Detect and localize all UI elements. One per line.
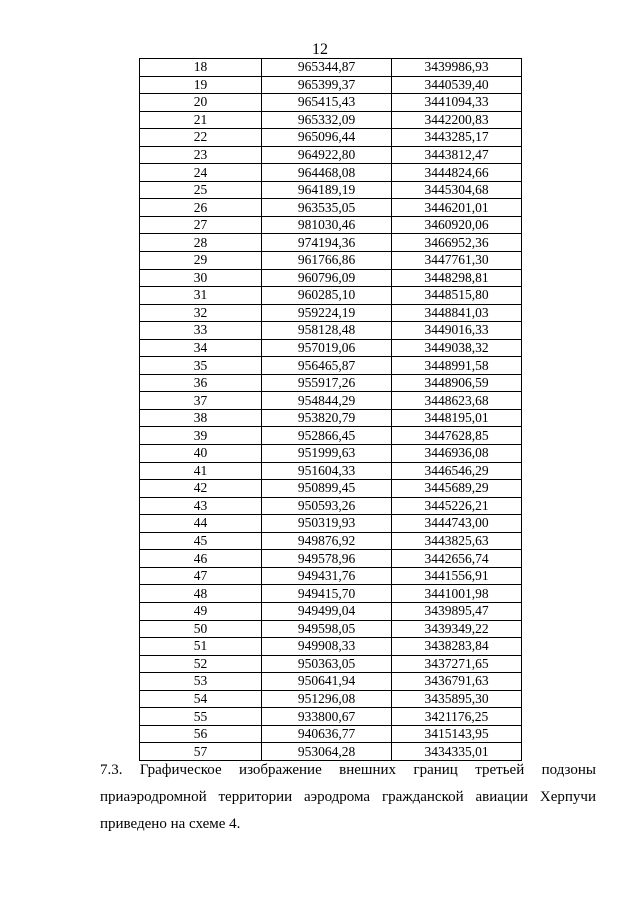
point-number-cell: 28 — [140, 234, 262, 252]
y-coordinate-cell: 3436791,63 — [392, 673, 522, 691]
x-coordinate-cell: 950899,45 — [262, 480, 392, 498]
point-number-cell: 18 — [140, 59, 262, 77]
y-coordinate-cell: 3438283,84 — [392, 638, 522, 656]
x-coordinate-cell: 952866,45 — [262, 427, 392, 445]
table-row — [140, 374, 522, 392]
x-coordinate-cell: 965344,87 — [262, 59, 392, 77]
y-coordinate-cell: 3445226,21 — [392, 497, 522, 515]
y-coordinate-cell: 3446546,29 — [392, 462, 522, 480]
coordinates-table — [139, 58, 522, 761]
x-coordinate-cell: 950363,05 — [262, 655, 392, 673]
point-number-cell: 39 — [140, 427, 262, 445]
table-row — [140, 532, 522, 550]
x-coordinate-cell: 965096,44 — [262, 129, 392, 147]
point-number-cell: 33 — [140, 322, 262, 340]
x-coordinate-cell: 964468,08 — [262, 164, 392, 182]
table-row — [140, 234, 522, 252]
point-number-cell: 27 — [140, 216, 262, 234]
table-row — [140, 462, 522, 480]
x-coordinate-cell: 956465,87 — [262, 357, 392, 375]
x-coordinate-cell: 963535,05 — [262, 199, 392, 217]
y-coordinate-cell: 3435895,30 — [392, 690, 522, 708]
point-number-cell: 53 — [140, 673, 262, 691]
point-number-cell: 49 — [140, 602, 262, 620]
y-coordinate-cell: 3448515,80 — [392, 287, 522, 305]
y-coordinate-cell: 3466952,36 — [392, 234, 522, 252]
x-coordinate-cell: 965332,09 — [262, 111, 392, 129]
page-number: 12 — [312, 41, 328, 58]
table-row — [140, 216, 522, 234]
y-coordinate-cell: 3447628,85 — [392, 427, 522, 445]
x-coordinate-cell: 951999,63 — [262, 445, 392, 463]
section-paragraph — [74, 757, 596, 838]
point-number-cell: 38 — [140, 409, 262, 427]
table-row — [140, 199, 522, 217]
y-coordinate-cell: 3434335,01 — [392, 743, 522, 761]
table-row — [140, 164, 522, 182]
point-number-cell: 25 — [140, 181, 262, 199]
table-row — [140, 76, 522, 94]
table-row — [140, 129, 522, 147]
x-coordinate-cell: 964922,80 — [262, 146, 392, 164]
y-coordinate-cell: 3447761,30 — [392, 252, 522, 270]
x-coordinate-cell: 940636,77 — [262, 725, 392, 743]
table-row — [140, 445, 522, 463]
x-coordinate-cell: 961766,86 — [262, 252, 392, 270]
y-coordinate-cell: 3421176,25 — [392, 708, 522, 726]
point-number-cell: 46 — [140, 550, 262, 568]
y-coordinate-cell: 3446201,01 — [392, 199, 522, 217]
y-coordinate-cell: 3440539,40 — [392, 76, 522, 94]
point-number-cell: 41 — [140, 462, 262, 480]
table-row — [140, 111, 522, 129]
point-number-cell: 50 — [140, 620, 262, 638]
x-coordinate-cell: 958128,48 — [262, 322, 392, 340]
table-row — [140, 357, 522, 375]
point-number-cell: 19 — [140, 76, 262, 94]
point-number-cell: 52 — [140, 655, 262, 673]
x-coordinate-cell: 959224,19 — [262, 304, 392, 322]
y-coordinate-cell: 3444824,66 — [392, 164, 522, 182]
table-row — [140, 181, 522, 199]
y-coordinate-cell: 3443812,47 — [392, 146, 522, 164]
table-row — [140, 339, 522, 357]
x-coordinate-cell: 954844,29 — [262, 392, 392, 410]
table-row — [140, 497, 522, 515]
x-coordinate-cell: 960796,09 — [262, 269, 392, 287]
point-number-cell: 22 — [140, 129, 262, 147]
y-coordinate-cell: 3441094,33 — [392, 94, 522, 112]
table-row — [140, 480, 522, 498]
table-row — [140, 567, 522, 585]
table-row — [140, 690, 522, 708]
point-number-cell: 37 — [140, 392, 262, 410]
x-coordinate-cell: 949499,04 — [262, 602, 392, 620]
x-coordinate-cell: 960285,10 — [262, 287, 392, 305]
table-row — [140, 550, 522, 568]
x-coordinate-cell: 965399,37 — [262, 76, 392, 94]
table-row — [140, 673, 522, 691]
table-row — [140, 515, 522, 533]
x-coordinate-cell: 949415,70 — [262, 585, 392, 603]
y-coordinate-cell: 3448195,01 — [392, 409, 522, 427]
point-number-cell: 47 — [140, 567, 262, 585]
x-coordinate-cell: 950319,93 — [262, 515, 392, 533]
table-row — [140, 269, 522, 287]
y-coordinate-cell: 3445689,29 — [392, 480, 522, 498]
y-coordinate-cell: 3448298,81 — [392, 269, 522, 287]
x-coordinate-cell: 953820,79 — [262, 409, 392, 427]
point-number-cell: 35 — [140, 357, 262, 375]
table-row — [140, 602, 522, 620]
table-row — [140, 287, 522, 305]
point-number-cell: 51 — [140, 638, 262, 656]
x-coordinate-cell: 949598,05 — [262, 620, 392, 638]
table-row — [140, 94, 522, 112]
point-number-cell: 55 — [140, 708, 262, 726]
y-coordinate-cell: 3442656,74 — [392, 550, 522, 568]
y-coordinate-cell: 3448991,58 — [392, 357, 522, 375]
point-number-cell: 40 — [140, 445, 262, 463]
x-coordinate-cell: 949431,76 — [262, 567, 392, 585]
x-coordinate-cell: 965415,43 — [262, 94, 392, 112]
point-number-cell: 26 — [140, 199, 262, 217]
y-coordinate-cell: 3448906,59 — [392, 374, 522, 392]
table-row — [140, 725, 522, 743]
y-coordinate-cell: 3442200,83 — [392, 111, 522, 129]
point-number-cell: 43 — [140, 497, 262, 515]
y-coordinate-cell: 3443285,17 — [392, 129, 522, 147]
y-coordinate-cell: 3446936,08 — [392, 445, 522, 463]
table-row — [140, 638, 522, 656]
x-coordinate-cell: 949908,33 — [262, 638, 392, 656]
x-coordinate-cell: 949876,92 — [262, 532, 392, 550]
y-coordinate-cell: 3437271,65 — [392, 655, 522, 673]
table-row — [140, 392, 522, 410]
x-coordinate-cell: 951296,08 — [262, 690, 392, 708]
table-row — [140, 427, 522, 445]
table-row — [140, 585, 522, 603]
table-row — [140, 304, 522, 322]
x-coordinate-cell: 950593,26 — [262, 497, 392, 515]
y-coordinate-cell: 3441556,91 — [392, 567, 522, 585]
table-row — [140, 655, 522, 673]
y-coordinate-cell: 3449016,33 — [392, 322, 522, 340]
y-coordinate-cell: 3439895,47 — [392, 602, 522, 620]
point-number-cell: 45 — [140, 532, 262, 550]
table-row — [140, 59, 522, 77]
point-number-cell: 29 — [140, 252, 262, 270]
x-coordinate-cell: 981030,46 — [262, 216, 392, 234]
x-coordinate-cell: 951604,33 — [262, 462, 392, 480]
point-number-cell: 44 — [140, 515, 262, 533]
point-number-cell: 23 — [140, 146, 262, 164]
point-number-cell: 20 — [140, 94, 262, 112]
table-row — [140, 620, 522, 638]
point-number-cell: 36 — [140, 374, 262, 392]
point-number-cell: 42 — [140, 480, 262, 498]
y-coordinate-cell: 3444743,00 — [392, 515, 522, 533]
x-coordinate-cell: 949578,96 — [262, 550, 392, 568]
point-number-cell: 57 — [140, 743, 262, 761]
paragraph-text: 7.3. Графическое изображение внешних границ третьей подзоны приаэродромной территории аэродрома гражданской авиации Херпучи приведено на схеме 4. — [100, 762, 596, 832]
table-row — [140, 146, 522, 164]
y-coordinate-cell: 3460920,06 — [392, 216, 522, 234]
y-coordinate-cell: 3448841,03 — [392, 304, 522, 322]
table-row — [140, 409, 522, 427]
table-row — [140, 708, 522, 726]
point-number-cell: 48 — [140, 585, 262, 603]
point-number-cell: 24 — [140, 164, 262, 182]
table-row — [140, 322, 522, 340]
y-coordinate-cell: 3443825,63 — [392, 532, 522, 550]
x-coordinate-cell: 964189,19 — [262, 181, 392, 199]
y-coordinate-cell: 3439986,93 — [392, 59, 522, 77]
point-number-cell: 54 — [140, 690, 262, 708]
table-row — [140, 252, 522, 270]
point-number-cell: 32 — [140, 304, 262, 322]
x-coordinate-cell: 950641,94 — [262, 673, 392, 691]
x-coordinate-cell: 974194,36 — [262, 234, 392, 252]
x-coordinate-cell: 933800,67 — [262, 708, 392, 726]
x-coordinate-cell: 955917,26 — [262, 374, 392, 392]
point-number-cell: 21 — [140, 111, 262, 129]
point-number-cell: 30 — [140, 269, 262, 287]
point-number-cell: 31 — [140, 287, 262, 305]
y-coordinate-cell: 3415143,95 — [392, 725, 522, 743]
x-coordinate-cell: 953064,28 — [262, 743, 392, 761]
y-coordinate-cell: 3441001,98 — [392, 585, 522, 603]
point-number-cell: 34 — [140, 339, 262, 357]
y-coordinate-cell: 3448623,68 — [392, 392, 522, 410]
x-coordinate-cell: 957019,06 — [262, 339, 392, 357]
y-coordinate-cell: 3449038,32 — [392, 339, 522, 357]
y-coordinate-cell: 3439349,22 — [392, 620, 522, 638]
y-coordinate-cell: 3445304,68 — [392, 181, 522, 199]
coordinates-table-body — [140, 59, 522, 761]
point-number-cell: 56 — [140, 725, 262, 743]
